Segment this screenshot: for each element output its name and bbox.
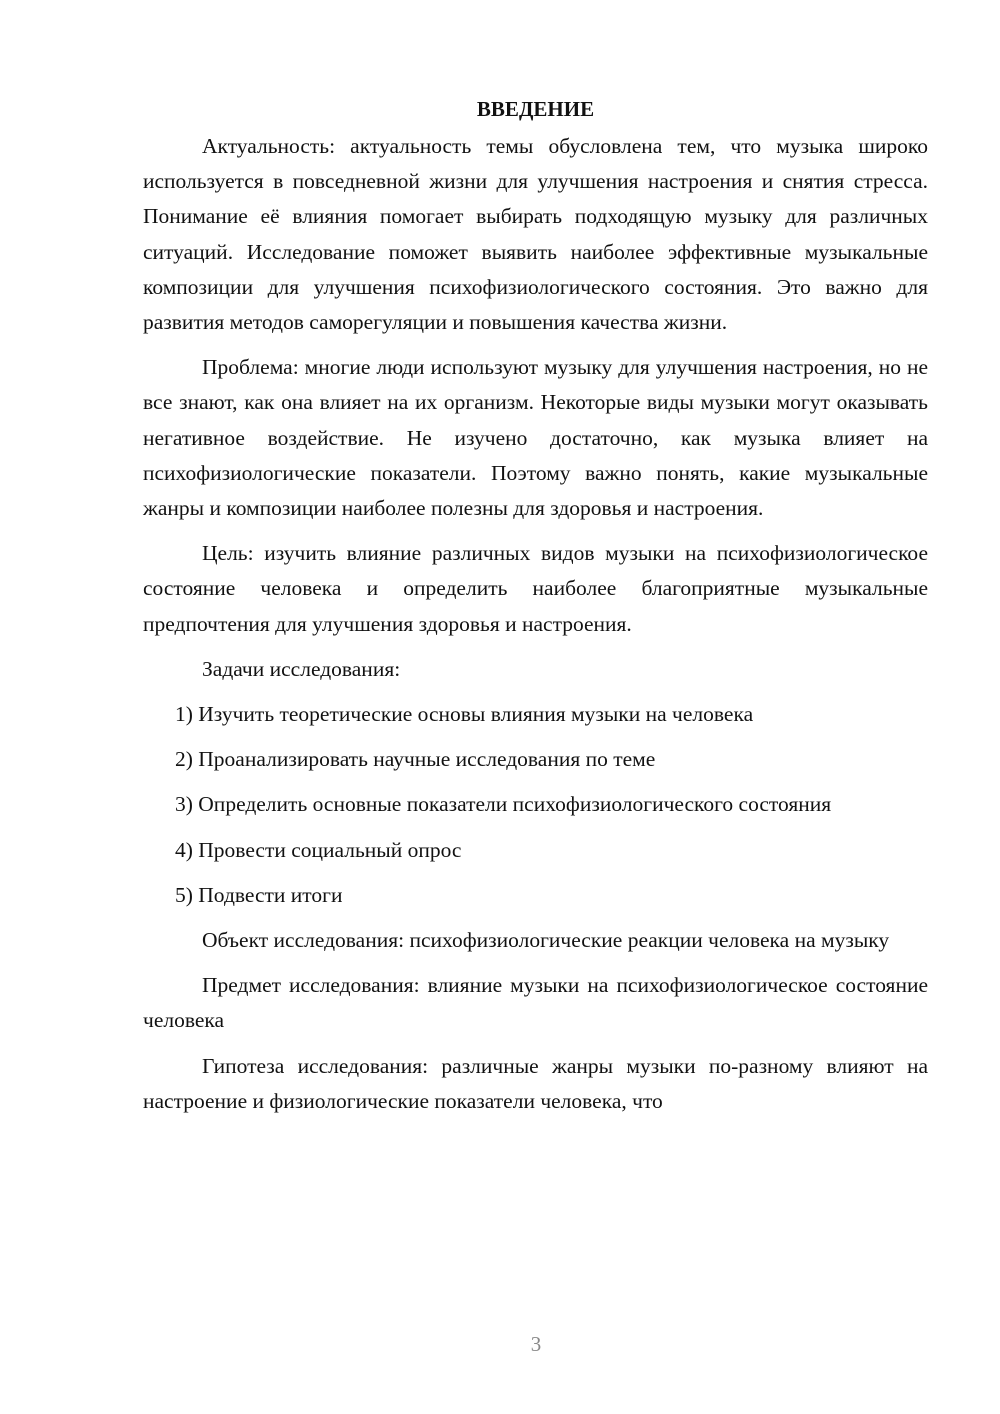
relevance-paragraph: Актуальность: актуальность темы обусловлена тем, что музыка широко используется в повседневной жизни для улучшения настроения и снятия стресса. Понимание её влияния помогает выбирать подходящую музыку для различных ситуаций. Исследование поможет выявить наиболее эффективные музыкальные композиции для улучшения психофизиологического состояния. Это важно для развития методов саморегуляции и повышения качества жизни. bbox=[143, 134, 928, 335]
task-item-2: 2) Проанализировать научные исследования по теме bbox=[175, 747, 656, 772]
task-item-4: 4) Провести социальный опрос bbox=[175, 837, 462, 862]
problem-paragraph: Проблема: многие люди используют музыку для улучшения настроения, но не все знают, как она влияет на их организм. Некоторые виды музыки могут оказывать негативное воздействие. Не изучено достаточно, как музыка влияет на психофизиологические показатели. Поэтому важно понять, какие музыкальные жанры и композиции наиболее полезны для здоровья и настроения. bbox=[143, 355, 928, 521]
task-item-5: 5) Подвести итоги bbox=[175, 882, 343, 907]
section-title: ВВЕДЕНИЕ bbox=[476, 97, 595, 121]
subject-paragraph: Предмет исследования: влияние музыки на психофизиологическое состояние человека bbox=[143, 973, 928, 1033]
document-page bbox=[143, 92, 928, 1129]
tasks-heading: Задачи исследования: bbox=[202, 656, 401, 681]
task-item-3: 3) Определить основные показатели психофизиологического состояния bbox=[175, 792, 832, 817]
hypothesis-paragraph: Гипотеза исследования: различные жанры музыки по-разному влияют на настроение и физиологические показатели человека, что bbox=[143, 1053, 928, 1113]
goal-paragraph: Цель: изучить влияние различных видов музыки на психофизиологическое состояние человека и определить наиболее благоприятные музыкальные предпочтения для улучшения здоровья и настроения. bbox=[143, 541, 928, 636]
task-item-1: 1) Изучить теоретические основы влияния музыки на человека bbox=[175, 702, 754, 727]
page-number: 3 bbox=[530, 1332, 542, 1356]
object-paragraph: Объект исследования: психофизиологические реакции человека на музыку bbox=[202, 928, 890, 953]
